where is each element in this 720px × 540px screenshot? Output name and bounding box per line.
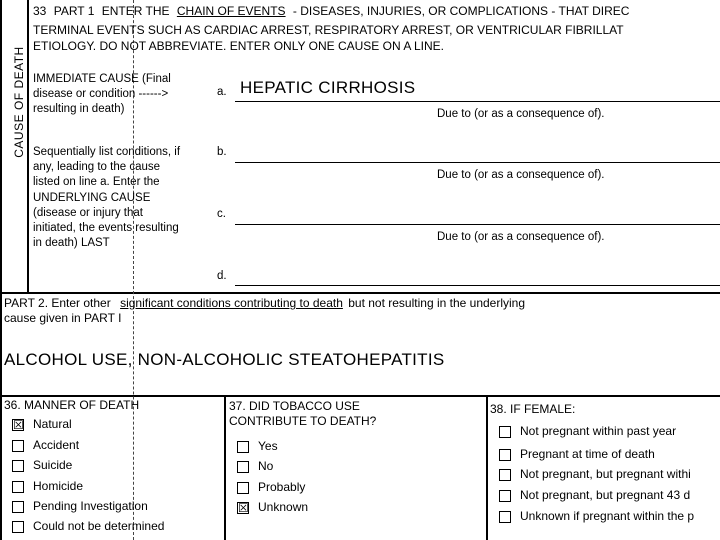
female-option-label: Not pregnant, but pregnant withi xyxy=(520,467,691,481)
female-option[interactable] xyxy=(499,467,691,481)
part1-number: 33 xyxy=(33,4,47,18)
line-letter-d: d. xyxy=(217,270,227,282)
part2-label-line1 xyxy=(4,296,525,310)
checkbox-icon[interactable] xyxy=(12,460,24,472)
female-title: 38. IF FEMALE: xyxy=(490,402,576,416)
female-option[interactable] xyxy=(499,509,694,523)
part2-label-line2: cause given in PART I xyxy=(4,311,122,325)
manner-option-label: Homicide xyxy=(33,479,84,493)
manner-option-label: Suicide xyxy=(33,458,73,472)
checkbox-icon[interactable] xyxy=(237,441,249,453)
immediate-cause-label-line: IMMEDIATE CAUSE (Final xyxy=(33,73,171,85)
tobacco-option-label: Yes xyxy=(258,439,278,453)
chain-of-events-label: CHAIN OF EVENTS xyxy=(176,4,286,18)
checkbox-icon[interactable] xyxy=(12,481,24,493)
checkbox-icon[interactable] xyxy=(237,482,249,494)
side-label-divider xyxy=(27,0,29,292)
sequential-label-line: listed on line a. Enter the xyxy=(33,176,160,189)
sequential-conditions-label xyxy=(33,145,180,251)
tobacco-option-probably[interactable] xyxy=(237,480,305,494)
tobacco-option-label: Probably xyxy=(258,480,306,494)
sequential-label-line: (disease or injury that xyxy=(33,206,143,219)
manner-option-undetermined[interactable] xyxy=(12,519,164,533)
manner-option-label: Accident xyxy=(33,438,80,452)
checkbox-icon[interactable] xyxy=(237,461,249,473)
cause-b-field[interactable] xyxy=(235,162,720,163)
immediate-cause-label-line: disease or condition ------> xyxy=(33,88,169,101)
left-border xyxy=(0,0,2,540)
due-to-c: Due to (or as a consequence of). xyxy=(437,231,605,243)
tobacco-option-label: No xyxy=(258,459,274,473)
checkbox-checked-icon[interactable]: ☒ xyxy=(238,500,249,515)
manner-option-suicide[interactable] xyxy=(12,458,72,472)
immediate-cause-label-line: resulting in death) xyxy=(33,103,125,116)
manner-option-natural[interactable] xyxy=(12,417,72,431)
part1-enter-the: ENTER THE xyxy=(101,4,170,18)
manner-option-accident[interactable] xyxy=(12,438,79,452)
part1-label: PART 1 xyxy=(53,4,95,18)
tobacco-title-line2: CONTRIBUTE TO DEATH? xyxy=(229,414,377,428)
sequential-label-line: initiated, the events resulting xyxy=(33,222,179,235)
manner-option-pending[interactable] xyxy=(12,499,148,513)
manner-tobacco-divider xyxy=(224,396,226,540)
sequential-label-line: UNDERLYING CAUSE xyxy=(33,191,151,204)
tobacco-option-yes[interactable] xyxy=(237,439,278,453)
part1-header-line2: TERMINAL EVENTS SUCH AS CARDIAC ARREST, RESPIRATORY ARREST, OR VENTRICULAR FIBRILLAT xyxy=(33,23,624,37)
checkbox-checked-icon[interactable]: ☒ xyxy=(13,417,24,432)
part1-header-line1 xyxy=(33,4,629,18)
checkbox-icon[interactable] xyxy=(499,449,511,461)
female-option-label: Pregnant at time of death xyxy=(520,447,655,461)
due-to-a: Due to (or as a consequence of). xyxy=(437,108,605,120)
female-option-label: Not pregnant, but pregnant 43 d xyxy=(520,488,691,502)
checkbox-icon[interactable] xyxy=(12,521,24,533)
checkbox-icon[interactable] xyxy=(499,511,511,523)
cause-d-field[interactable] xyxy=(235,285,720,286)
cause-c-field[interactable] xyxy=(235,224,720,225)
part1-bottom-border xyxy=(0,292,720,294)
manner-option-label: Pending Investigation xyxy=(33,499,148,513)
part2-label-a: PART 2. Enter other xyxy=(4,296,111,310)
part2-conditions-field[interactable]: ALCOHOL USE, NON-ALCOHOLIC STEATOHEPATITIS xyxy=(4,350,445,369)
tobacco-female-divider xyxy=(486,396,488,540)
tobacco-option-no[interactable] xyxy=(237,459,273,473)
part2-label-c: but not resulting in the underlying xyxy=(348,296,526,310)
due-to-b: Due to (or as a consequence of). xyxy=(437,169,605,181)
cause-of-death-side-label: CAUSE OF DEATH xyxy=(12,46,26,158)
female-option-label: Unknown if pregnant within the p xyxy=(520,509,695,523)
part2-bottom-border xyxy=(0,395,720,397)
manner-option-label: Natural xyxy=(33,417,72,431)
cause-a-field[interactable]: HEPATIC CIRRHOSIS xyxy=(240,78,416,97)
line-letter-c: c. xyxy=(217,208,226,220)
line-letter-b: b. xyxy=(217,146,227,158)
checkbox-icon[interactable] xyxy=(499,469,511,481)
cause-a-underline xyxy=(235,101,720,102)
part2-label-b: significant conditions contributing to death xyxy=(120,296,343,310)
female-option[interactable] xyxy=(499,488,690,502)
part1-header-rest: - DISEASES, INJURIES, OR COMPLICATIONS - THAT DIREC xyxy=(292,4,630,18)
checkbox-icon[interactable] xyxy=(12,501,24,513)
checkbox-icon[interactable] xyxy=(499,490,511,502)
female-option[interactable] xyxy=(499,424,676,438)
part1-header-line3: ETIOLOGY. DO NOT ABBREVIATE. ENTER ONLY ONE CAUSE ON A LINE. xyxy=(33,39,445,53)
tobacco-option-label: Unknown xyxy=(258,500,309,514)
immediate-cause-label xyxy=(33,72,171,118)
sequential-label-line: any, leading to the cause xyxy=(33,161,161,174)
manner-title: 36. MANNER OF DEATH xyxy=(4,398,140,412)
line-letter-a: a. xyxy=(217,86,227,98)
female-option[interactable] xyxy=(499,447,655,461)
manner-option-homicide[interactable] xyxy=(12,479,83,493)
sequential-label-line: Sequentially list conditions, if xyxy=(33,146,181,158)
female-option-label: Not pregnant within past year xyxy=(520,424,677,438)
sequential-label-line: in death) LAST xyxy=(33,237,110,250)
manner-option-label: Could not be determined xyxy=(33,519,165,533)
checkbox-icon[interactable] xyxy=(499,426,511,438)
tobacco-title-line1: 37. DID TOBACCO USE xyxy=(229,399,360,413)
checkbox-icon[interactable] xyxy=(12,440,24,452)
tobacco-option-unknown[interactable] xyxy=(237,500,308,514)
